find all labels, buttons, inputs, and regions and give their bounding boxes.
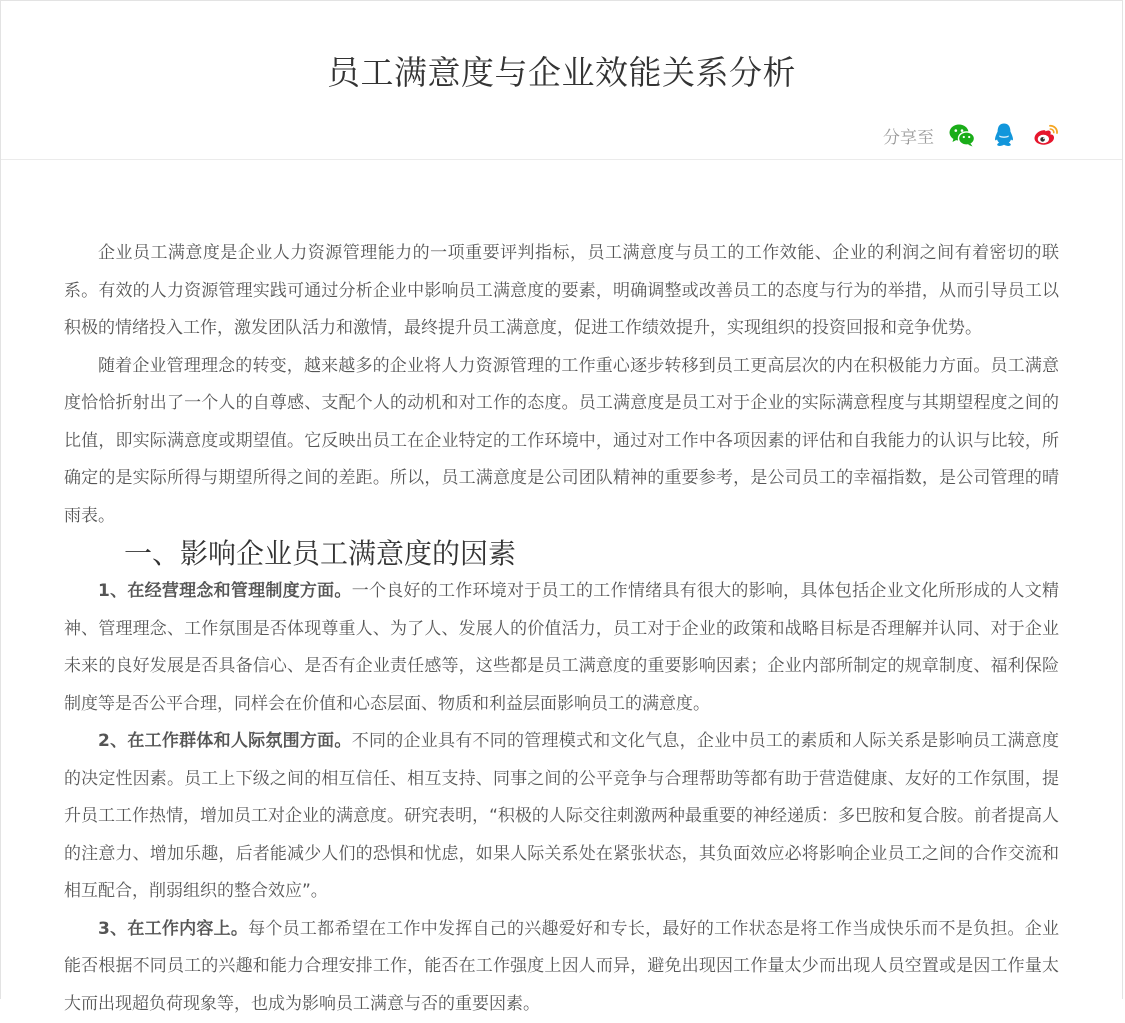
factor-text-1: 一个良好的工作环境对于员工的工作情绪具有很大的影响，具体包括企业文化所形成的人文精神、管理理念、工作氛围是否体现尊重人、为了人、发展人的价值活力，员工对于企业的政策和战略目标是否理解并认同、对于企业未来的良好发展是否具备信心、是否有企业责任感等，这些都是员工满意度的重要影响因素；企业内部所制定的规章制度、福利保险制度等是否公平合理，同样会在价值和心态层面、物质和利益层面影响员工的满意度。 [64,581,1059,714]
intro-paragraph: 企业员工满意度是企业人力资源管理能力的一项重要评判指标，员工满意度与员工的工作效能、企业的利润之间有着密切的联系。有效的人力资源管理实践可通过分析企业中影响员工满意度的要素，明确调整或改善员工的态度与行为的举措，从而引导员工以积极的情绪投入工作，激发团队活力和激情，最终提升员工满意度，促进工作绩效提升，实现组织的投资回报和竞争优势。 [64,235,1059,348]
factor-paragraph-3 [64,911,1059,1023]
section-heading: 一、影响企业员工满意度的因素 [124,535,1059,573]
article-body [64,235,1059,1023]
share-bar [883,121,1060,149]
wechat-icon[interactable] [948,121,976,149]
article-header [1,1,1122,160]
factor-lead-3: 3、在工作内容上。 [98,919,248,939]
factor-lead-2: 2、在工作群体和人际氛围方面。 [98,731,352,751]
share-label: 分享至 [883,123,934,148]
factor-text-3: 每个员工都希望在工作中发挥自己的兴趣爱好和专长，最好的工作状态是将工作当成快乐而不是负担。企业能否根据不同员工的兴趣和能力合理安排工作，能否在工作强度上因人而异，避免出现因工作量太少而出现人员空置或是因工作量太大而出现超负荷现象等，也成为影响员工满意与否的重要因素。 [64,919,1059,1014]
factor-paragraph-2 [64,723,1059,911]
factor-paragraph-1 [64,573,1059,723]
definition-paragraph: 随着企业管理理念的转变，越来越多的企业将人力资源管理的工作重心逐步转移到员工更高层次的内在积极能力方面。员工满意度恰恰折射出了一个人的自尊感、支配个人的动机和对工作的态度。员工满意度是员工对于企业的实际满意程度与其期望程度之间的比值，即实际满意度或期望值。它反映出员工在企业特定的工作环境中，通过对工作中各项因素的评估和自我能力的认识与比较，所确定的是实际所得与期望所得之间的差距。所以，员工满意度是公司团队精神的重要参考，是公司员工的幸福指数，是公司管理的晴雨表。 [64,348,1059,536]
qq-icon[interactable] [990,121,1018,149]
factor-text-2: 不同的企业具有不同的管理模式和文化气息，企业中员工的素质和人际关系是影响员工满意度的决定性因素。员工上下级之间的相互信任、相互支持、同事之间的公平竞争与合理帮助等都有助于营造健康、友好的工作氛围，提升员工工作热情，增加员工对企业的满意度。研究表明，“积极的人际交往刺激两种最重要的神经递质：多巴胺和复合胺。前者提高人的注意力、增加乐趣，后者能减少人们的恐惧和忧虑，如果人际关系处在紧张状态，其负面效应必将影响企业员工之间的合作交流和相互配合，削弱组织的整合效应”。 [64,731,1059,901]
article-title: 员工满意度与企业效能关系分析 [1,51,1122,95]
weibo-icon[interactable] [1032,121,1060,149]
factor-lead-1: 1、在经营理念和管理制度方面。 [98,581,352,601]
